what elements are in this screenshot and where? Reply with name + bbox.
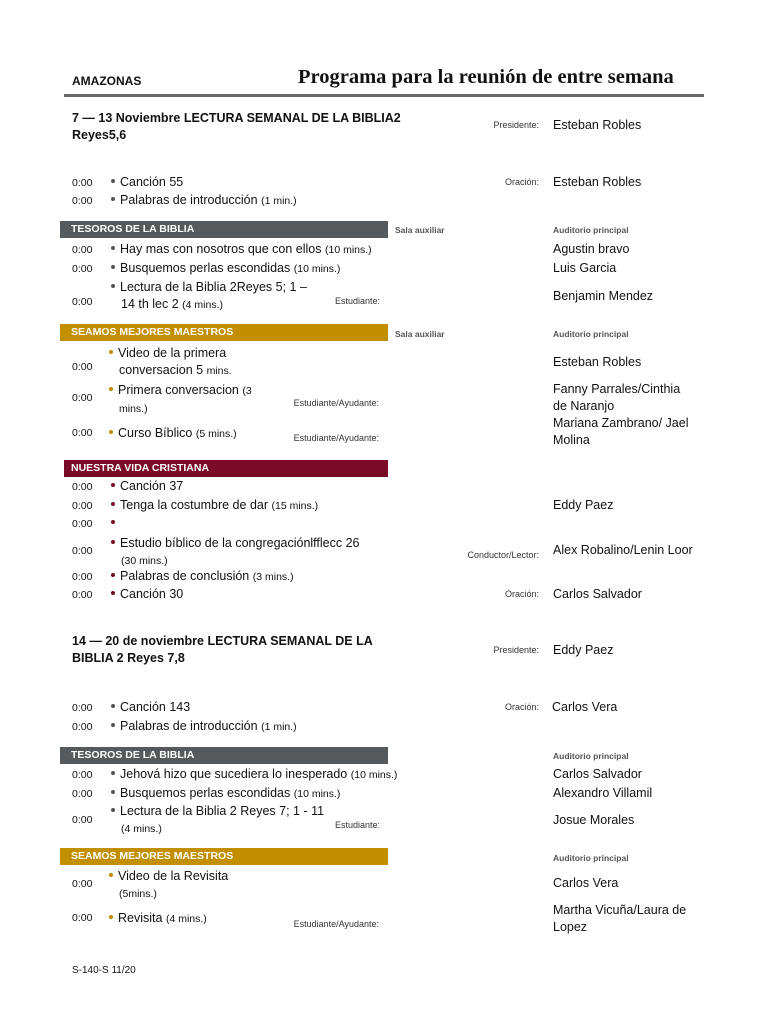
auditorio-principal-label: Auditorio principal — [553, 853, 629, 863]
week1-title-line1: 7 — 13 Noviembre LECTURA SEMANAL DE LA BIBLIA2 — [72, 111, 401, 125]
bullet-icon — [111, 284, 115, 288]
form-code: S-140-S 11/20 — [72, 965, 136, 976]
sala-auxiliar-label: Sala auxiliar — [395, 225, 445, 235]
estudiante-label: Estudiante: — [334, 820, 380, 830]
program-item: Lectura de la Biblia 2 Reyes 7; 1 - 11 (4 mins.) — [111, 803, 324, 838]
week1-title-line2: Reyes5,6 — [72, 128, 127, 142]
week1-presidente-name: Esteban Robles — [553, 118, 642, 132]
assignee-name: Fanny Parrales/Cinthia de Naranjo — [553, 382, 681, 413]
program-item: Busquemos perlas escondidas (10 mins.) — [111, 785, 340, 803]
bullet-icon — [111, 573, 115, 577]
time: 0:00 — [72, 912, 93, 924]
bullet-icon — [111, 790, 115, 794]
program-item: Hay mas con nosotros que con ellos (10 mins.) — [111, 241, 372, 259]
week2-title-line1: 14 — 20 de noviembre LECTURA SEMANAL DE LA — [72, 634, 373, 648]
bullet-icon — [111, 723, 115, 727]
week1-opening-song: Canción 55 — [111, 174, 183, 191]
assignee-name: Mariana Zambrano/ Jael Molina — [553, 416, 689, 447]
program-item: Primera conversacion (3 mins.) — [109, 382, 252, 418]
time: 0:00 — [72, 500, 93, 512]
program-item: Revisita (4 mins.) — [109, 910, 207, 928]
program-item: Busquemos perlas escondidas (10 mins.) — [111, 260, 340, 278]
oracion-label: Oración: — [504, 177, 539, 187]
week1-intro: Palabras de introducción (1 min.) — [111, 192, 297, 210]
sala-auxiliar-label: Sala auxiliar — [395, 329, 445, 339]
time: 0:00 — [72, 481, 93, 493]
assignee-name: Esteban Robles — [553, 355, 642, 369]
program-item: Video de la Revisita (5mins.) — [109, 868, 228, 903]
week2-title — [72, 633, 373, 667]
time: 0:00 — [72, 545, 93, 557]
assignee-name: Martha Vicuña/Laura de Lopez — [553, 903, 687, 934]
time: 0:00 — [72, 721, 93, 733]
bullet-icon — [109, 350, 113, 354]
estudiante-ayudante-label: Estudiante/Ayudante: — [293, 919, 379, 929]
bullet-icon — [111, 483, 115, 487]
time: 0:00 — [72, 361, 93, 373]
oracion-label: Oración: — [504, 702, 539, 712]
time: 0:00 — [72, 296, 93, 308]
bullet-icon — [111, 540, 115, 544]
auditorio-principal-label: Auditorio principal — [553, 751, 629, 761]
time: 0:00 — [72, 244, 93, 256]
week2-intro: Palabras de introducción (1 min.) — [111, 718, 297, 736]
assignee-name: Carlos Salvador — [553, 587, 642, 601]
bullet-icon — [111, 520, 115, 524]
bullet-icon — [111, 265, 115, 269]
estudiante-label: Estudiante: — [334, 296, 380, 306]
estudiante-ayudante-label: Estudiante/Ayudante: — [293, 433, 379, 443]
vida-cristiana-section-header: NUESTRA VIDA CRISTIANA — [64, 460, 388, 477]
conductor-lector-label: Conductor/Lector: — [467, 550, 539, 560]
time: 0:00 — [72, 769, 93, 781]
bullet-icon — [111, 808, 115, 812]
maestros-section-header: SEAMOS MEJORES MAESTROS — [60, 324, 388, 341]
maestros-section-header: SEAMOS MEJORES MAESTROS — [60, 848, 388, 865]
auditorio-principal-label: Auditorio principal — [553, 329, 629, 339]
auditorio-principal-label: Auditorio principal — [553, 225, 629, 235]
bullet-icon — [109, 873, 113, 877]
assignee-name: Alex Robalino/Lenin Loor — [553, 543, 693, 557]
week1-title — [72, 110, 401, 144]
time: 0:00 — [72, 427, 93, 439]
assignee-name: Carlos Vera — [553, 876, 619, 890]
bullet-icon — [111, 704, 115, 708]
time: 0:00 — [72, 788, 93, 800]
bullet-icon — [109, 387, 113, 391]
week2-title-line2: BIBLIA 2 Reyes 7,8 — [72, 651, 185, 665]
oracion-label: Oración: — [504, 589, 539, 599]
week2-presidente-name: Eddy Paez — [553, 643, 614, 657]
bullet-icon — [111, 591, 115, 595]
assignee-name: Luis Garcia — [553, 261, 617, 275]
bullet-icon — [111, 502, 115, 506]
time: 0:00 — [72, 177, 93, 189]
program-item: Curso Bíblico (5 mins.) — [109, 425, 237, 443]
assignee-name: Eddy Paez — [553, 498, 614, 512]
program-item: Canción 37 — [111, 478, 183, 495]
time: 0:00 — [72, 878, 93, 890]
time: 0:00 — [72, 392, 93, 404]
time: 0:00 — [72, 702, 93, 714]
time: 0:00 — [72, 518, 93, 530]
assignee-name: Carlos Salvador — [553, 767, 642, 781]
time: 0:00 — [72, 263, 93, 275]
page-title: Programa para la reunión de entre semana — [298, 66, 674, 88]
tesoros-section-header: TESOROS DE LA BIBLIA — [60, 221, 388, 238]
program-item — [111, 515, 120, 532]
program-item: Tenga la costumbre de dar (15 mins.) — [111, 497, 318, 515]
presidente-label: Presidente: — [493, 120, 539, 130]
tesoros-section-header: TESOROS DE LA BIBLIA — [60, 747, 388, 764]
week2-oracion-name: Carlos Vera — [552, 700, 618, 714]
estudiante-ayudante-label: Estudiante/Ayudante: — [293, 398, 379, 408]
program-item: Estudio bíblico de la congregaciónlfflecc 26 (30 mins.) — [111, 535, 360, 570]
bullet-icon — [109, 430, 113, 434]
program-item: Palabras de conclusión (3 mins.) — [111, 568, 294, 586]
assignee-name: Benjamin Mendez — [553, 289, 654, 303]
program-item: Jehová hizo que sucediera lo inesperado (10 mins.) — [111, 766, 397, 784]
assignee-name: Josue Morales — [553, 813, 635, 827]
assignee-name: Agustin bravo — [553, 242, 630, 256]
presidente-label: Presidente: — [493, 645, 539, 655]
bullet-icon — [111, 197, 115, 201]
header-divider — [64, 94, 704, 97]
time: 0:00 — [72, 571, 93, 583]
program-item: Lectura de la Biblia 2Reyes 5; 1 – 14 th lec 2 (4 mins.) — [111, 279, 307, 314]
bullet-icon — [109, 915, 113, 919]
week1-oracion-name: Esteban Robles — [553, 175, 642, 189]
congregation-name: AMAZONAS — [72, 74, 142, 88]
program-item: Canción 30 — [111, 586, 183, 603]
time: 0:00 — [72, 589, 93, 601]
time: 0:00 — [72, 814, 93, 826]
bullet-icon — [111, 179, 115, 183]
assignee-name: Alexandro Villamil — [553, 786, 653, 800]
bullet-icon — [111, 771, 115, 775]
week2-opening-song: Canción 143 — [111, 699, 190, 716]
program-item: Video de la primera conversacion 5 mins. — [109, 345, 232, 380]
bullet-icon — [111, 246, 115, 250]
time: 0:00 — [72, 195, 93, 207]
